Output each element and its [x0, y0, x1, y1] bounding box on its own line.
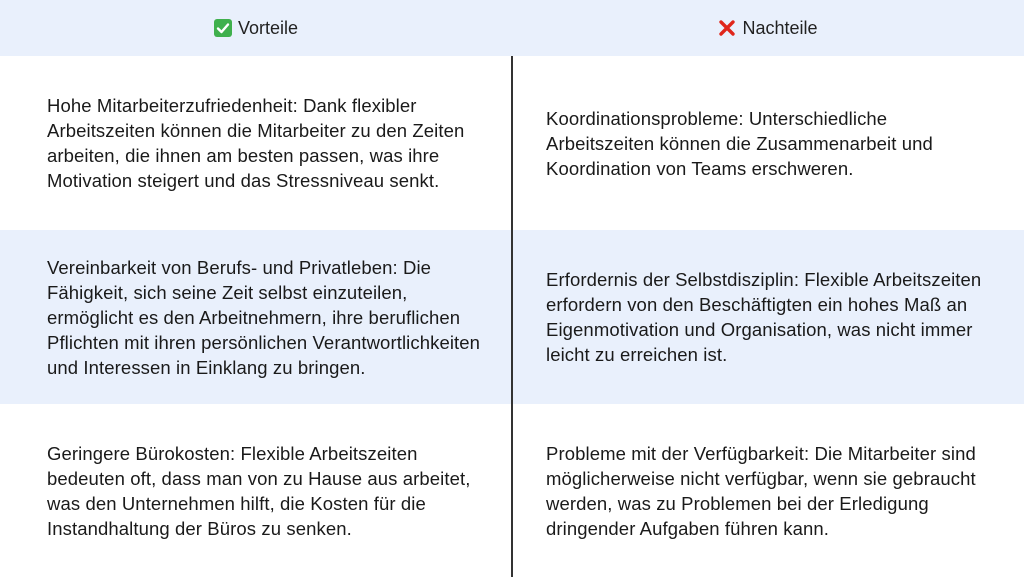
- advantage-cell: Geringere Bürokosten: Flexible Arbeitszeiten bedeuten oft, dass man von zu Hause aus arbeitet, was den Unternehmen hilft, die Kosten für die Instandhaltung der Büros zu senken.: [47, 442, 471, 539]
- cross-mark-icon: [718, 19, 736, 37]
- disadvantage-cell: Probleme mit der Verfügbarkeit: Die Mitarbeiter sind möglicherweise nicht verfügbar, wenn sie gebraucht werden, was zu Problemen bei der Erledigung dringender Aufgaben führen kann.: [546, 442, 976, 539]
- disadvantages-header: [512, 0, 1024, 56]
- column-divider: [511, 56, 513, 577]
- disadvantage-cell: Koordinationsprobleme: Unterschiedliche Arbeitszeiten können die Zusammenarbeit und Koordination von Teams erschweren.: [546, 107, 933, 179]
- table-header: [0, 0, 1024, 56]
- advantages-title: Vorteile: [237, 17, 299, 38]
- check-mark-icon: [214, 19, 232, 37]
- advantages-header: [0, 0, 512, 56]
- disadvantages-title: Nachteile: [742, 17, 818, 38]
- disadvantage-cell: Erfordernis der Selbstdisziplin: Flexible Arbeitszeiten erfordern von den Beschäftigten ein hohes Maß an Eigenmotivation und Organisation, was nicht immer leicht zu erreichen ist.: [546, 269, 982, 365]
- advantage-cell: Vereinbarkeit von Berufs- und Privatleben: Die Fähigkeit, sich seine Zeit selbst einzuteilen, ermöglicht es den Arbeitnehmern, ihre beruflichen Pflichten mit ihren persönlichen Verantwortlichkeiten und Interessen in Einklang zu bringen.: [47, 256, 481, 378]
- advantage-cell: Hohe Mitarbeiterzufriedenheit: Dank flexibler Arbeitszeiten können die Mitarbeiter zu den Zeiten arbeiten, die ihnen am besten passen, was ihre Motivation steigert und das Stressniveau senkt.: [47, 95, 465, 191]
